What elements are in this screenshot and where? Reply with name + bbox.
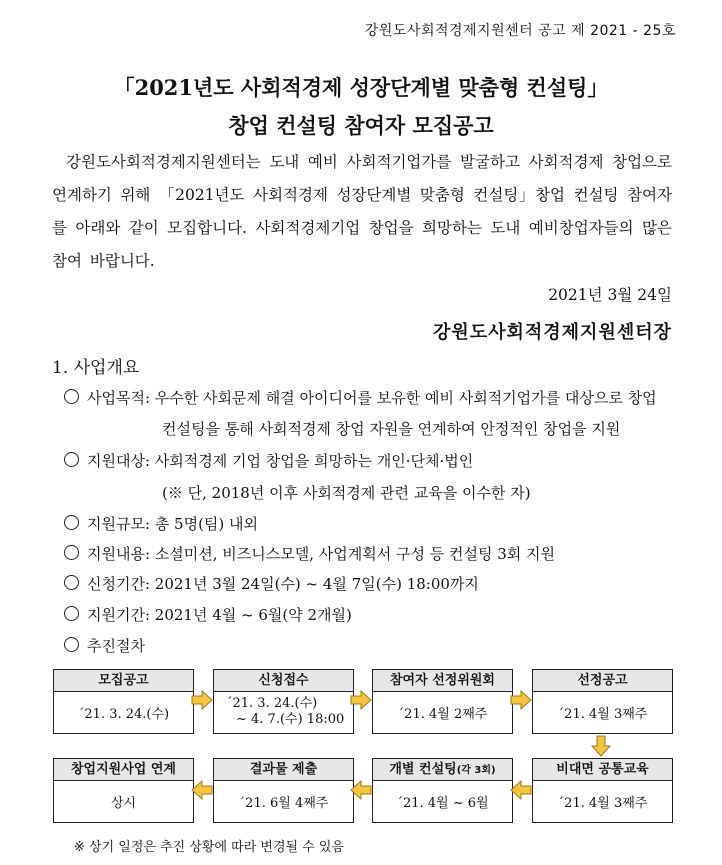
flow-step-value: ´21. 3. 24.(수) [77,706,170,722]
flow-step-apply [213,669,354,734]
flow-step-label: 신청접수 [214,670,353,692]
intro-paragraph: 강원도사회적경제지원센터는 도내 예비 사회적기업가를 발굴하고 사회적경제 창업으로 연계하기 위해 「2021년도 사회적경제 성장단계별 맞춤형 컨설팅」창업 컨설팅 참여자를 아래와 같이 모집합니다. 사회적경제기업 창업을 희망하는 도내 예비창업자들의 많은 참여 바랍니다. [52,153,672,270]
list-item-target: 지원대상: 사회적경제 기업 창업을 희망하는 개인·단체·법인 [64,450,473,471]
flow-step-value: ´21. 4월 2째주 [397,706,488,722]
list-item-support-period: 지원기간: 2021년 4월 ~ 6월(약 2개월) [64,604,352,625]
footnote: ※ 상기 일정은 추진 상황에 따라 변경될 수 있음 [74,840,344,855]
arrow-right-icon [191,690,213,710]
flow-step-deliverable [213,758,354,823]
flow-step-label: 선정공고 [533,670,672,692]
flow-step-value: ´21. 4월 ~ 6월 [396,795,489,811]
list-item-procedure: 추진절차 [64,635,145,656]
flow-step-value: ´21. 3. 24.(수) ~ 4. 7.(수) 18:00 [226,696,345,727]
announcement-date: 2021년 3월 24일 [548,286,672,304]
circle-bullet-icon [64,637,79,652]
flow-step-value: ´21. 4월 3째주 [557,795,648,811]
list-item-purpose-cont: 컨설팅을 통해 사회적경제 창업 자원을 연계하여 안정적인 창업을 지원 [162,420,621,438]
flow-step-linkage [53,758,194,823]
circle-bullet-icon [64,545,79,560]
list-item-apply-period: 신청기간: 2021년 3월 24일(수) ~ 4월 7일(수) 18:00까지 [64,573,479,594]
flow-step-value: ´21. 4월 3째주 [557,706,648,722]
flow-step-label: 결과물 제출 [214,759,353,781]
list-item-purpose: 사업목적: 우수한 사회문제 해결 아이디어를 보유한 예비 사회적기업가를 대상으로 창업 [64,387,657,408]
section-title: 1. 사업개요 [52,358,140,378]
arrow-down-icon [591,735,611,757]
flow-step-label: 참여자 선정위원회 [373,670,512,692]
list-item-content: 지원내용: 소셜미션, 비즈니스모델, 사업계획서 구성 등 컨설팅 3회 지원 [64,543,555,564]
flow-step-label: 모집공고 [54,670,193,692]
flow-step-committee [372,669,513,734]
flow-step-label: 창업지원사업 연계 [54,759,193,781]
page-title: 「2021년도 사회적경제 성장단계별 맞춤형 컨설팅」 [113,75,609,100]
arrow-left-icon [191,780,213,800]
circle-bullet-icon [64,575,79,590]
flow-step-selection [532,669,673,734]
flow-step-consulting [372,758,513,823]
flow-step-label: 개별 컨설팅(각 3회) [373,759,512,781]
circle-bullet-icon [64,389,79,404]
circle-bullet-icon [64,606,79,621]
list-item-target-note: (※ 단, 2018년 이후 사회적경제 관련 교육을 이수한 자) [162,484,531,502]
arrow-left-icon [510,780,532,800]
arrow-left-icon [350,780,372,800]
notice-number: 강원도사회적경제지원센터 공고 제 2021 - 25호 [364,23,676,39]
flow-step-recruit [53,669,194,734]
flow-step-value: 상시 [110,795,137,811]
flow-step-label: 비대면 공통교육 [533,759,672,781]
list-item-scale: 지원규모: 총 5명(팀) 내외 [64,513,258,534]
issuer-name: 강원도사회적경제지원센터장 [432,322,672,343]
circle-bullet-icon [64,515,79,530]
arrow-right-icon [510,690,532,710]
arrow-right-icon [350,690,372,710]
page-subtitle: 창업 컨설팅 참여자 모집공고 [228,113,494,138]
flow-step-value: ´21. 6월 4째주 [238,795,329,811]
circle-bullet-icon [64,452,79,467]
flow-step-education [532,758,673,823]
